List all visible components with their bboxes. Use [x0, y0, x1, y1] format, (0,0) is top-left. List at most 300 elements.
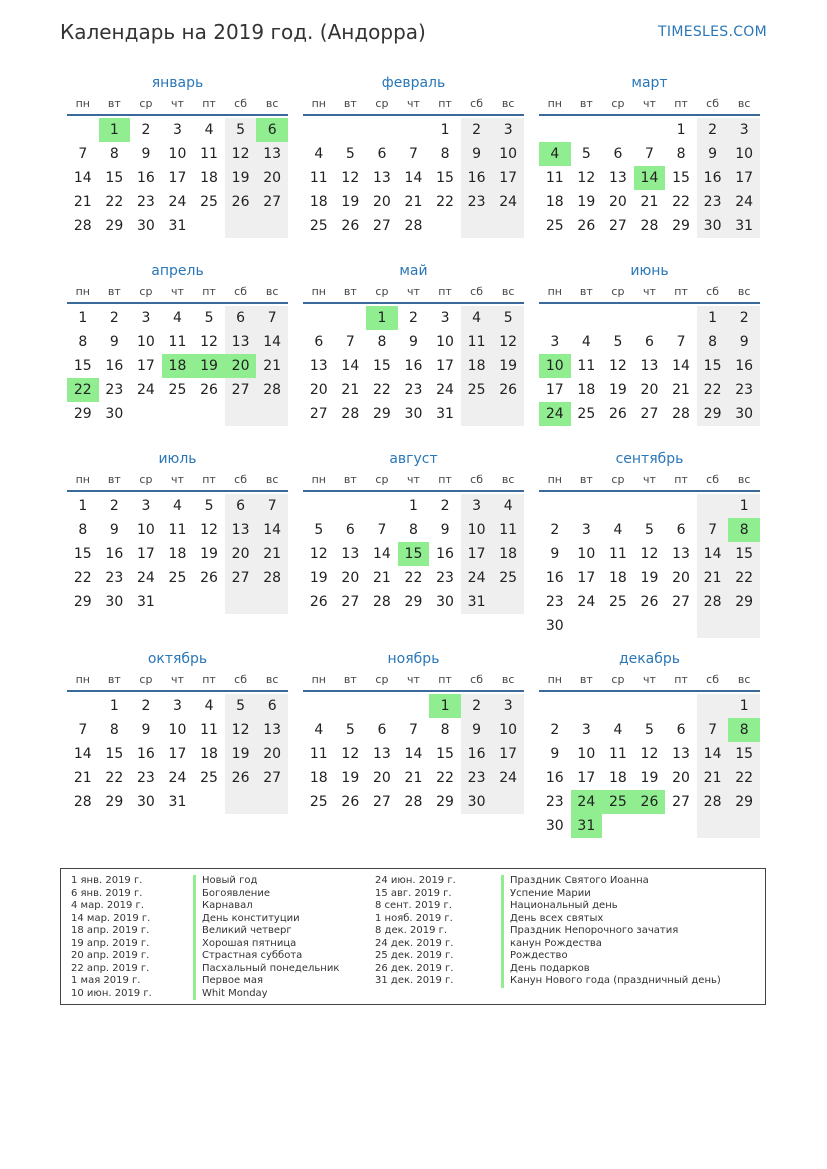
empty-cell [398, 694, 430, 718]
month-6 [539, 260, 760, 448]
day-grid [67, 304, 288, 426]
weekday-label: вт [343, 285, 357, 298]
day-cell: 11 [168, 334, 187, 350]
empty-cell [193, 402, 225, 426]
day-cell: 14 [73, 170, 92, 186]
empty-cell [634, 814, 666, 838]
empty-cell [492, 790, 524, 814]
day-cell: 3 [440, 310, 450, 326]
day-cell: 21 [341, 382, 360, 398]
day-cell: 19 [193, 354, 225, 378]
day-grid [67, 692, 288, 814]
weekday-label: пн [75, 673, 90, 686]
day-cell: 29 [728, 790, 760, 814]
day-cell: 28 [672, 406, 690, 422]
weekday-label: чт [171, 473, 184, 486]
day-cell: 25 [168, 382, 187, 398]
legend-date: 26 дек. 2019 г. [375, 962, 454, 974]
day-cell: 27 [372, 794, 391, 810]
day-cell: 23 [105, 382, 124, 398]
day-cell: 31 [571, 814, 603, 838]
day-cell: 25 [200, 194, 218, 210]
weekday-label: чт [643, 673, 656, 686]
day-cell: 14 [341, 358, 360, 374]
day-cell: 2 [141, 698, 151, 714]
day-cell: 20 [225, 354, 257, 378]
day-cell: 19 [640, 770, 659, 786]
day-cell: 22 [372, 382, 391, 398]
day-cell: 15 [372, 358, 391, 374]
weekday-label: вт [107, 97, 121, 110]
weekday-label: сб [706, 285, 720, 298]
day-cell: 28 [697, 590, 729, 614]
day-cell: 7 [676, 334, 686, 350]
day-cell: 22 [728, 766, 760, 790]
weekday-label: чт [643, 285, 656, 298]
day-cell: 11 [168, 522, 187, 538]
day-cell: 24 [136, 382, 155, 398]
day-cell: 1 [109, 698, 119, 714]
weekday-label: сб [706, 97, 720, 110]
weekday-label: вт [107, 473, 121, 486]
day-cell: 4 [461, 306, 493, 330]
day-cell: 30 [136, 218, 155, 234]
day-cell: 24 [539, 402, 571, 426]
weekday-label: пт [202, 673, 216, 686]
day-cell: 23 [461, 190, 493, 214]
legend-holiday-name: канун Рождества [501, 938, 721, 951]
day-cell: 19 [341, 770, 360, 786]
day-cell: 9 [109, 334, 119, 350]
month-2 [303, 72, 524, 260]
day-cell: 28 [256, 566, 288, 590]
day-grid [303, 492, 524, 614]
day-cell: 26 [640, 594, 659, 610]
day-cell: 14 [73, 746, 92, 762]
weekday-label: сб [706, 673, 720, 686]
day-cell: 21 [697, 766, 729, 790]
month-name: апрель [151, 263, 204, 279]
day-cell: 10 [577, 546, 596, 562]
weekday-label: ср [611, 285, 625, 298]
empty-cell [539, 118, 571, 142]
day-cell: 16 [105, 358, 124, 374]
day-cell: 27 [608, 218, 627, 234]
day-cell: 17 [136, 546, 155, 562]
day-cell: 9 [728, 330, 760, 354]
day-cell: 8 [728, 718, 760, 742]
weekday-label: пт [202, 473, 216, 486]
day-cell: 9 [409, 334, 418, 350]
weekday-label: ср [375, 285, 389, 298]
day-cell: 21 [404, 770, 423, 786]
weekday-header [539, 282, 760, 304]
month-5 [303, 260, 524, 448]
weekday-label: чт [171, 97, 184, 110]
day-cell: 23 [136, 194, 155, 210]
day-cell: 23 [404, 382, 423, 398]
day-cell: 11 [200, 722, 218, 738]
day-cell: 10 [728, 142, 760, 166]
page-title: Календарь на 2019 год. (Андорра) [60, 20, 426, 44]
day-cell: 17 [492, 742, 524, 766]
day-cell: 17 [461, 542, 493, 566]
weekday-label: вс [265, 97, 279, 110]
day-cell: 19 [640, 570, 659, 586]
day-cell: 10 [168, 722, 187, 738]
month-3 [539, 72, 760, 260]
day-cell: 12 [608, 358, 627, 374]
weekday-label: пн [75, 285, 90, 298]
weekday-label: пт [674, 285, 688, 298]
legend-date: 24 июн. 2019 г. [375, 875, 456, 886]
weekday-header [67, 94, 288, 116]
day-cell: 1 [366, 306, 398, 330]
empty-cell [539, 306, 571, 330]
month-12 [539, 648, 760, 836]
weekday-label: пт [202, 97, 216, 110]
day-cell: 20 [341, 570, 360, 586]
weekday-header [303, 94, 524, 116]
day-cell: 22 [436, 194, 454, 210]
day-cell: 21 [640, 194, 659, 210]
day-cell: 12 [200, 334, 218, 350]
day-cell: 14 [404, 746, 423, 762]
empty-cell [634, 694, 666, 718]
day-cell: 8 [78, 522, 88, 538]
legend-holiday-name: Пасхальный понедельник [193, 963, 339, 976]
day-cell: 11 [309, 170, 328, 186]
day-cell: 20 [372, 770, 391, 786]
legend-date: 25 дек. 2019 г. [375, 950, 454, 961]
empty-cell [697, 614, 729, 638]
empty-cell [225, 402, 257, 426]
empty-cell [539, 494, 571, 518]
weekday-label: пт [674, 673, 688, 686]
weekday-label: вс [265, 285, 279, 298]
day-cell: 8 [78, 334, 88, 350]
legend-holiday-name: Канун Нового года (праздничный день) [501, 975, 721, 988]
weekday-label: пн [547, 673, 562, 686]
weekday-label: вс [737, 285, 751, 298]
weekday-label: пт [438, 673, 452, 686]
empty-cell [602, 494, 634, 518]
day-cell: 16 [545, 770, 564, 786]
weekday-label: пт [674, 473, 688, 486]
legend-holiday-name: День всех святых [501, 913, 721, 926]
day-cell: 21 [256, 354, 288, 378]
weekday-label: сб [234, 473, 248, 486]
legend-date: 31 дек. 2019 г. [375, 975, 454, 986]
day-cell: 6 [676, 522, 686, 538]
day-cell: 11 [608, 746, 627, 762]
day-cell: 21 [697, 566, 729, 590]
day-cell: 21 [73, 194, 92, 210]
day-cell: 13 [309, 358, 328, 374]
day-cell: 12 [225, 142, 257, 166]
day-cell: 7 [697, 518, 729, 542]
empty-cell [602, 694, 634, 718]
month-name: май [399, 263, 428, 279]
legend-holiday-name: Богоявление [193, 888, 339, 901]
day-cell: 25 [200, 770, 218, 786]
day-cell: 27 [225, 566, 257, 590]
empty-cell [193, 214, 225, 238]
day-cell: 9 [550, 546, 560, 562]
legend-holiday-name: Рождество [501, 950, 721, 963]
day-grid [67, 492, 288, 614]
empty-cell [335, 494, 367, 518]
weekday-label: пн [547, 285, 562, 298]
day-cell: 9 [141, 146, 151, 162]
empty-cell [697, 694, 729, 718]
day-cell: 26 [225, 766, 257, 790]
day-cell: 13 [640, 358, 659, 374]
day-cell: 28 [73, 794, 92, 810]
day-cell: 26 [341, 794, 360, 810]
weekday-label: ср [139, 97, 153, 110]
day-cell: 6 [256, 118, 288, 142]
day-cell: 21 [73, 770, 92, 786]
day-cell: 27 [225, 378, 257, 402]
weekday-label: сб [470, 473, 484, 486]
day-cell: 1 [697, 306, 729, 330]
day-cell: 19 [492, 354, 524, 378]
day-cell: 14 [404, 170, 423, 186]
day-cell: 14 [697, 542, 729, 566]
weekday-label: пн [311, 97, 326, 110]
weekday-label: вс [501, 97, 515, 110]
day-cell: 4 [314, 722, 324, 738]
day-cell: 9 [461, 718, 493, 742]
day-cell: 2 [461, 694, 493, 718]
empty-cell [193, 590, 225, 614]
day-cell: 23 [697, 190, 729, 214]
day-cell: 2 [409, 310, 418, 326]
legend-date: 24 дек. 2019 г. [375, 937, 454, 949]
day-cell: 26 [200, 382, 218, 398]
day-cell: 26 [200, 570, 218, 586]
day-cell: 18 [461, 354, 493, 378]
day-cell: 2 [109, 498, 119, 514]
weekday-label: вс [265, 673, 279, 686]
day-cell: 14 [634, 166, 666, 190]
weekday-label: сб [234, 673, 248, 686]
empty-cell [461, 214, 493, 238]
day-cell: 7 [256, 306, 288, 330]
day-cell: 2 [550, 722, 560, 738]
day-cell: 18 [168, 546, 187, 562]
day-cell: 19 [225, 166, 257, 190]
day-cell: 29 [672, 218, 690, 234]
legend-holiday-name: Страстная суббота [193, 950, 339, 963]
day-cell: 3 [173, 122, 182, 138]
legend-holiday-name: Первое мая [193, 975, 339, 988]
day-cell: 4 [613, 722, 623, 738]
day-cell: 7 [345, 334, 355, 350]
day-cell: 23 [545, 594, 564, 610]
empty-cell [335, 118, 367, 142]
day-cell: 31 [436, 406, 454, 422]
day-cell: 14 [672, 358, 690, 374]
legend-holiday-name: День подарков [501, 963, 721, 976]
day-cell: 12 [577, 170, 596, 186]
day-cell: 14 [256, 330, 288, 354]
weekday-label: чт [171, 673, 184, 686]
day-cell: 22 [73, 570, 92, 586]
day-grid [539, 304, 760, 426]
day-cell: 27 [256, 190, 288, 214]
day-cell: 7 [377, 522, 387, 538]
day-grid [303, 116, 524, 238]
empty-cell [571, 494, 603, 518]
day-cell: 29 [697, 402, 729, 426]
weekday-header [67, 670, 288, 692]
day-cell: 26 [225, 190, 257, 214]
day-cell: 5 [345, 146, 355, 162]
day-cell: 2 [440, 498, 450, 514]
weekday-label: сб [470, 285, 484, 298]
day-cell: 6 [314, 334, 324, 350]
day-cell: 25 [602, 790, 634, 814]
day-cell: 28 [341, 406, 360, 422]
empty-cell [665, 306, 697, 330]
empty-cell [366, 494, 398, 518]
weekday-label: сб [234, 97, 248, 110]
day-cell: 10 [436, 334, 454, 350]
day-cell: 6 [345, 522, 355, 538]
day-cell: 10 [168, 146, 187, 162]
day-cell: 24 [492, 190, 524, 214]
day-cell: 25 [309, 794, 328, 810]
month-name: сентябрь [615, 451, 684, 467]
day-cell: 15 [73, 546, 92, 562]
legend-date: 8 сент. 2019 г. [375, 900, 452, 911]
day-cell: 5 [645, 522, 654, 538]
day-cell: 25 [309, 218, 328, 234]
empty-cell [492, 590, 524, 614]
empty-cell [571, 614, 603, 638]
month-11 [303, 648, 524, 836]
day-cell: 17 [577, 570, 596, 586]
day-grid [303, 692, 524, 814]
day-cell: 3 [492, 118, 524, 142]
empty-cell [162, 590, 194, 614]
day-cell: 29 [404, 594, 423, 610]
day-cell: 16 [461, 166, 493, 190]
day-cell: 18 [577, 382, 596, 398]
weekday-label: сб [470, 673, 484, 686]
day-cell: 19 [200, 546, 218, 562]
legend-left-dates [71, 875, 152, 1000]
day-cell: 13 [372, 170, 391, 186]
day-cell: 21 [372, 570, 391, 586]
day-cell: 8 [109, 146, 119, 162]
legend-holiday-name: Whit Monday [193, 988, 339, 1001]
day-cell: 15 [436, 746, 454, 762]
month-name: июнь [630, 263, 669, 279]
day-cell: 22 [105, 770, 124, 786]
day-cell: 8 [440, 722, 450, 738]
day-cell: 8 [377, 334, 387, 350]
brand-link[interactable]: TIMESLES.COM [658, 24, 767, 40]
day-cell: 2 [550, 522, 560, 538]
day-cell: 12 [200, 522, 218, 538]
month-name: февраль [381, 75, 446, 91]
day-cell: 6 [225, 494, 257, 518]
day-cell: 8 [697, 330, 729, 354]
empty-cell [602, 814, 634, 838]
day-cell: 27 [256, 766, 288, 790]
day-cell: 23 [136, 770, 155, 786]
day-cell: 23 [436, 570, 454, 586]
weekday-header [539, 470, 760, 492]
day-cell: 2 [728, 306, 760, 330]
month-name: март [631, 75, 668, 91]
weekday-label: ср [139, 285, 153, 298]
day-cell: 5 [581, 146, 591, 162]
empty-cell [67, 118, 99, 142]
day-cell: 18 [309, 194, 328, 210]
day-cell: 30 [105, 594, 124, 610]
day-cell: 20 [372, 194, 391, 210]
empty-cell [366, 694, 398, 718]
day-cell: 23 [545, 794, 564, 810]
day-cell: 12 [640, 746, 659, 762]
day-cell: 29 [73, 594, 92, 610]
day-cell: 4 [204, 698, 214, 714]
weekday-label: вт [343, 97, 357, 110]
day-cell: 3 [492, 694, 524, 718]
day-cell: 20 [608, 194, 627, 210]
day-cell: 30 [436, 594, 454, 610]
day-cell: 5 [645, 722, 654, 738]
day-cell: 3 [581, 522, 591, 538]
day-cell: 17 [728, 166, 760, 190]
day-cell: 27 [640, 406, 659, 422]
day-cell: 1 [78, 498, 88, 514]
month-name: январь [151, 75, 204, 91]
empty-cell [256, 402, 288, 426]
day-cell: 13 [341, 546, 360, 562]
day-cell: 24 [492, 766, 524, 790]
day-cell: 1 [78, 310, 88, 326]
weekday-label: пн [75, 97, 90, 110]
day-cell: 12 [341, 170, 360, 186]
weekday-label: чт [643, 473, 656, 486]
legend-date: 15 авг. 2019 г. [375, 887, 452, 899]
month-name: декабрь [618, 651, 681, 667]
day-cell: 22 [67, 378, 99, 402]
day-cell: 11 [577, 358, 596, 374]
weekday-label: чт [171, 285, 184, 298]
day-cell: 11 [608, 546, 627, 562]
day-cell: 19 [341, 194, 360, 210]
empty-cell [571, 694, 603, 718]
day-cell: 9 [141, 722, 151, 738]
day-cell: 6 [676, 722, 686, 738]
empty-cell [256, 790, 288, 814]
weekday-label: пт [438, 473, 452, 486]
day-cell: 3 [581, 722, 591, 738]
day-cell: 28 [404, 218, 423, 234]
day-cell: 28 [256, 378, 288, 402]
months-grid [67, 72, 760, 836]
empty-cell [539, 694, 571, 718]
day-cell: 14 [372, 546, 391, 562]
day-cell: 24 [168, 194, 187, 210]
legend-holiday-name: Праздник Святого Иоанна [501, 875, 721, 888]
